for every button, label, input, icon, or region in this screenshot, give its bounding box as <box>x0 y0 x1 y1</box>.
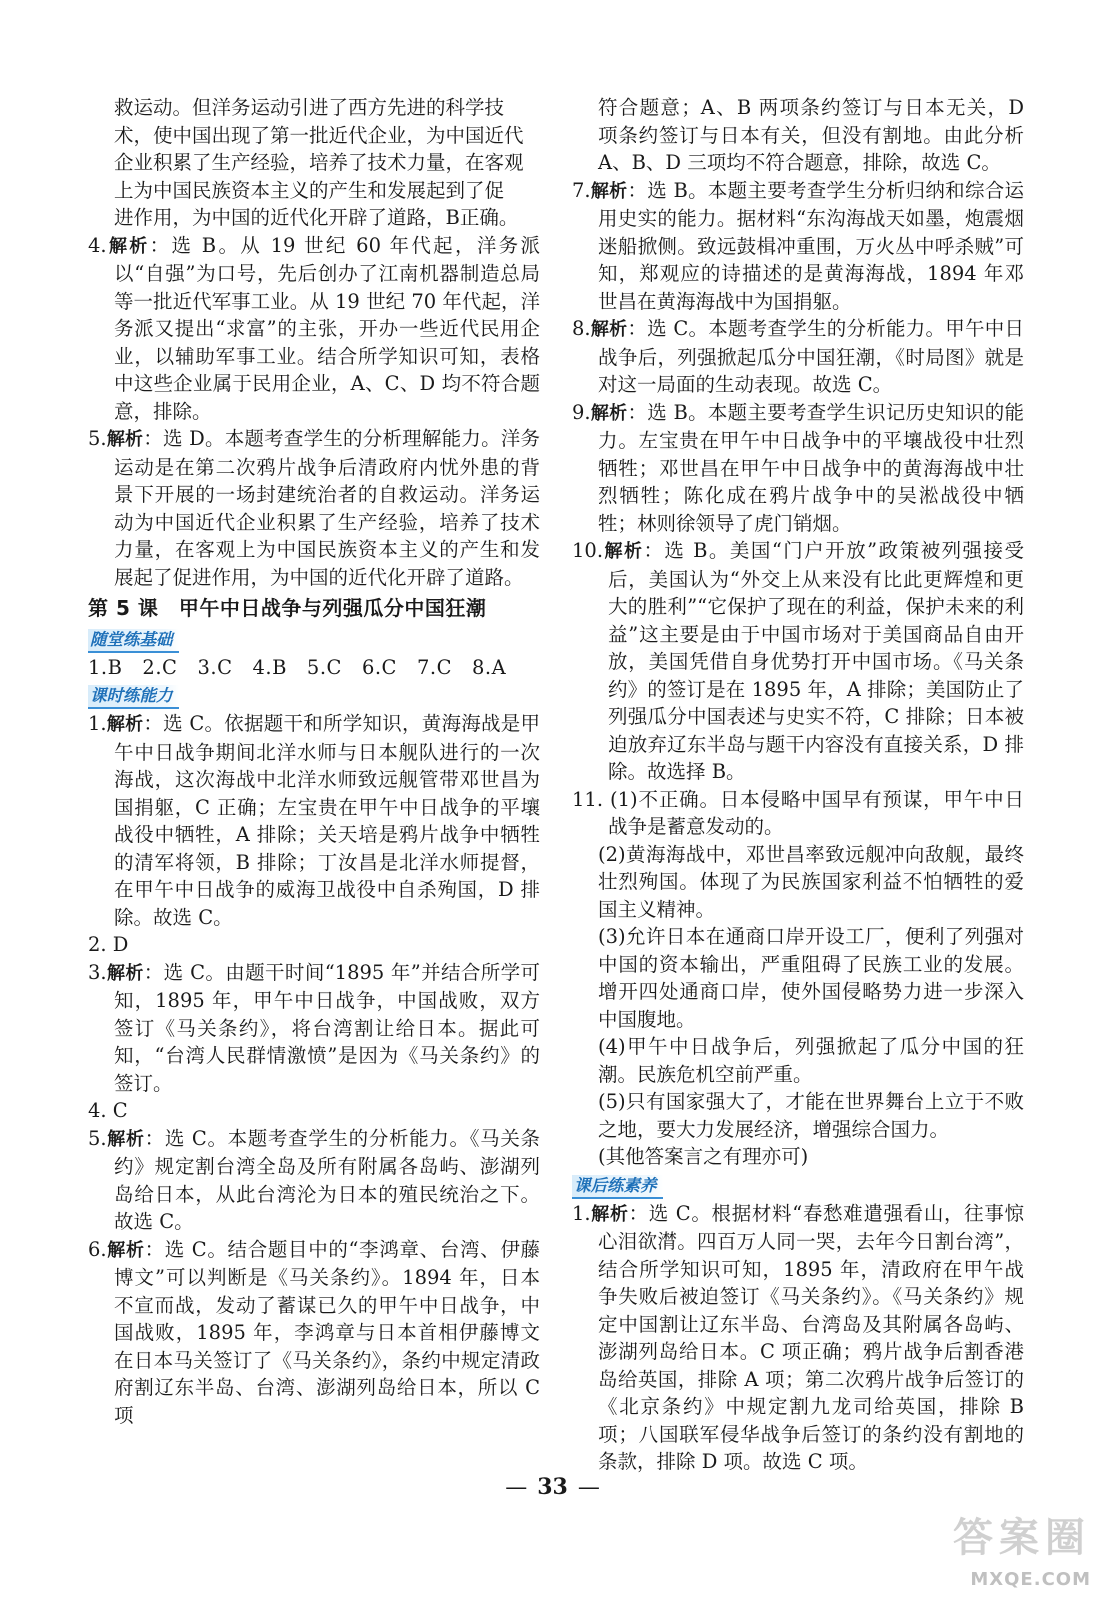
analysis-keyword: 解析 <box>106 962 144 984</box>
item-number: 6. <box>88 1237 107 1261</box>
answer-item-11-note: (其他答案言之有理亦可) <box>598 1145 809 1168</box>
lesson-title: 第 5 课 甲午中日战争与列强瓜分中国狂潮 <box>88 596 487 620</box>
item-number: 1. <box>572 1201 591 1225</box>
answer-item-9 <box>572 399 1024 538</box>
left-column <box>88 94 540 1429</box>
answer-item-5b <box>88 1125 540 1236</box>
analysis-keyword: 解析 <box>603 541 644 562</box>
analysis-keyword: 解析 <box>590 402 628 424</box>
page-number: 33 <box>537 1474 568 1500</box>
continued-text-line: 进作用，为中国的近代化开辟了道路，B正确。 <box>114 206 519 229</box>
section-tag-basic: 随堂练基础 <box>88 629 179 653</box>
item-text: ：选 B。从 19 世纪 60 年代起，洋务派以“自强”为口号，先后创办了江南机器制造总局等一批近代军事工业。从 19 世纪 70 年代起，洋务派又提出“求富”的主张，开办一些近代民用企业，以辅助军事工业。结合所学知识可知，表格中这些企业属于民用企业，A、C、D 均不符合题意，排除。 <box>114 233 541 423</box>
continued-text-line: 企业积累了生产经验，培养了技术力量，在客观 <box>114 151 524 174</box>
watermark-logo <box>941 1512 1091 1590</box>
footer-dash-left: — <box>505 1475 528 1500</box>
watermark-top-text: 答案圈 <box>953 1515 1091 1561</box>
analysis-keyword: 解析 <box>590 319 628 340</box>
answer-item-7 <box>572 177 1024 316</box>
watermark-bottom-text: MXQE.COM <box>970 1569 1091 1590</box>
right-column <box>572 94 1024 1476</box>
answer-item-11-part4: (4)甲午中日战争后，列强掀起了瓜分中国的狂潮。民族危机空前严重。 <box>598 1035 1024 1086</box>
analysis-keyword: 解析 <box>106 1239 145 1261</box>
footer-dash-right: — <box>577 1475 600 1500</box>
analysis-keyword: 解析 <box>590 180 628 202</box>
section-tag-ability: 课时练能力 <box>88 685 179 709</box>
item-number: 8. <box>572 317 591 340</box>
answer-item-8 <box>572 315 1024 399</box>
continued-text-line: 术，使中国出现了第一批近代企业，为中国近代 <box>114 123 524 147</box>
item-number: 1. <box>88 712 107 735</box>
answer-item-5 <box>88 425 540 591</box>
item-number: 10. <box>572 539 604 562</box>
continued-text: 符合题意；A、B 两项条约签订与日本无关，D 项条约签订与日本有关，但没有割地。由此分析 A、B、D 三项均不符合题意，排除，故选 C。 <box>598 96 1024 174</box>
item-text: ：选 B。美国“门户开放”政策被列强接受后，美国认为“外交上从来没有比此更辉煌和更大的胜利”“它保护了现在的利益，保护未来的利益”这主要是由于中国市场对于美国商品自由开放，美国凭借自身优势打开中国市场。《马关条约》的签订是在 1895 年，A 排除；美国防止了列强瓜分中国表述与史实不符，C 排除；日本被迫放弃辽东半岛与题干内容没有直接关系，D 排除。故选择 B。 <box>608 539 1025 783</box>
analysis-keyword: 解析 <box>106 714 144 735</box>
item-number: 9. <box>572 400 591 424</box>
continued-text-line: 救运动。但洋务运动引进了西方先进的科学技 <box>114 96 505 119</box>
item-text: ：选 C。根据材料“春愁难遣强看山，往事惊心泪欲潸。四百万人同一哭，去年今日割台湾”，结合所学知识可知，1895 年，清政府在甲午战争失败后被迫签订《马关条约》。《马关条约》规定中国割让辽东半岛、台湾岛及其附属各岛屿、澎湖列岛给日本。C 项正确；鸦片战争后割香港岛给英国，排除 A 项；第二次鸦片战争后签订的《北京条约》中规定割九龙司给英国，排除 B 项；八国联军侵华战争后签订的条约没有割地的条款，排除 D 项。故选 C 项。 <box>598 1201 1024 1473</box>
item-number: 4. <box>88 233 107 257</box>
item-text: ：选 C。本题考查学生的分析能力。甲午中日战争后，列强掀起瓜分中国狂潮，《时局图》就是对这一局面的生动表现。故选 C。 <box>598 317 1025 396</box>
answer-item-3 <box>88 959 540 1098</box>
answer-item-11-part3: (3)允许日本在通商口岸开设工厂，便利了列强对中国的资本输出，严重阻碍了民族工业的发展。增开四处通商口岸，使外国侵略势力进一步深入中国腹地。 <box>598 925 1024 1031</box>
item-number: 7. <box>572 178 591 202</box>
item-number: 5. <box>88 1126 107 1150</box>
basic-answers: 1.B 2.C 3.C 4.B 5.C 6.C 7.C 8.A <box>88 655 507 679</box>
item-text: ：选 C。本题考查学生的分析能力。《马关条约》规定割台湾全岛及所有附属各岛屿、澎湖列岛给日本，从此台湾沦为日本的殖民统治之下。故选 C。 <box>114 1126 541 1233</box>
answer-item-2: 2. D <box>88 933 129 956</box>
analysis-keyword: 解析 <box>106 429 144 450</box>
page-footer <box>0 1474 1105 1500</box>
item-text: ：选 C。由题干时间“1895 年”并结合所学可知，1895 年，甲午中日战争，中国战败，双方签订《马关条约》，将台湾割让给日本。据此可知，“台湾人民群情激愤”是因为《马关条约》的签订。 <box>114 960 541 1095</box>
continued-text-line: 上为中国民族资本主义的产生和发展起到了促 <box>114 178 505 202</box>
item-number: 5. <box>88 427 107 450</box>
answer-item-b1 <box>572 1200 1024 1476</box>
answer-item-1 <box>88 710 540 931</box>
answer-item-11-part1: 11. (1)不正确。日本侵略中国早有预谋，甲午中日战争是蓄意发动的。 <box>572 787 1024 838</box>
answer-item-4 <box>88 232 540 426</box>
answer-item-4b: 4. C <box>88 1099 128 1122</box>
answer-item-11-part2: (2)黄海海战中，邓世昌率致远舰冲向敌舰，最终壮烈殉国。体现了为民族国家利益不怕牺牲的爱国主义精神。 <box>598 842 1024 921</box>
answer-item-6 <box>88 1236 540 1430</box>
answer-item-10 <box>572 537 1024 786</box>
item-text: ：选 B。本题主要考查学生分析归纳和综合运用史实的能力。据材料“东沟海战天如墨，炮震烟迷船掀侧。致远鼓楫冲重围，万火丛中呼杀贼”可知，郑观应的诗描述的是黄海海战，1894 年邓世昌在黄海海战中为国捐躯。 <box>598 178 1025 313</box>
section-tag-literacy: 课后练素养 <box>572 1175 663 1199</box>
item-text: ：选 D。本题考查学生的分析理解能力。洋务运动是在第二次鸦片战争后清政府内忧外患的背景下开展的一场封建统治者的自救运动。洋务运动为中国近代企业积累了生产经验，培养了技术力量，在客观上为中国民族资本主义的产生和发展起了促进作用，为中国的近代化开辟了道路。 <box>114 427 541 589</box>
analysis-keyword: 解析 <box>106 1128 145 1150</box>
analysis-keyword: 解析 <box>106 235 150 257</box>
item-text: ：选 C。结合题目中的“李鸿章、台湾、伊藤博文”可以判断是《马关条约》。1894 年，日本不宣而战，发动了蓄谋已久的甲午中日战争，中国战败，1895 年，李鸿章与日本首相伊藤博文在日本马关签订了《马关条约》，条约中规定清政府割辽东半岛、台湾、澎湖列岛给日本，所以 C 项 <box>114 1237 540 1427</box>
item-text: ：选 C。依据题干和所学知识，黄海海战是甲午中日战争期间北洋水师与日本舰队进行的一次海战，这次海战中北洋水师致远舰管带邓世昌为国捐躯，C 正确；左宝贵在甲午中日战争的平壤战役中牺牲，A 排除；关天培是鸦片战争中牺牲的清军将领，B 排除；丁汝昌是北洋水师提督，在甲午中日战争的威海卫战役中自杀殉国，D 排除。故选 C。 <box>114 712 541 929</box>
item-number: 3. <box>88 960 107 984</box>
item-text: ：选 B。本题主要考查学生识记历史知识的能力。左宝贵在甲午中日战争中的平壤战役中壮烈牺牲；邓世昌在甲午中日战争中的黄海海战中壮烈牺牲；陈化成在鸦片战争中的吴淞战役中牺牲；林则徐领导了虎门销烟。 <box>598 400 1025 535</box>
analysis-keyword: 解析 <box>590 1203 629 1225</box>
answer-item-11-part5: (5)只有国家强大了，才能在世界舞台上立于不败之地，要大力发展经济，增强综合国力。 <box>598 1090 1024 1141</box>
